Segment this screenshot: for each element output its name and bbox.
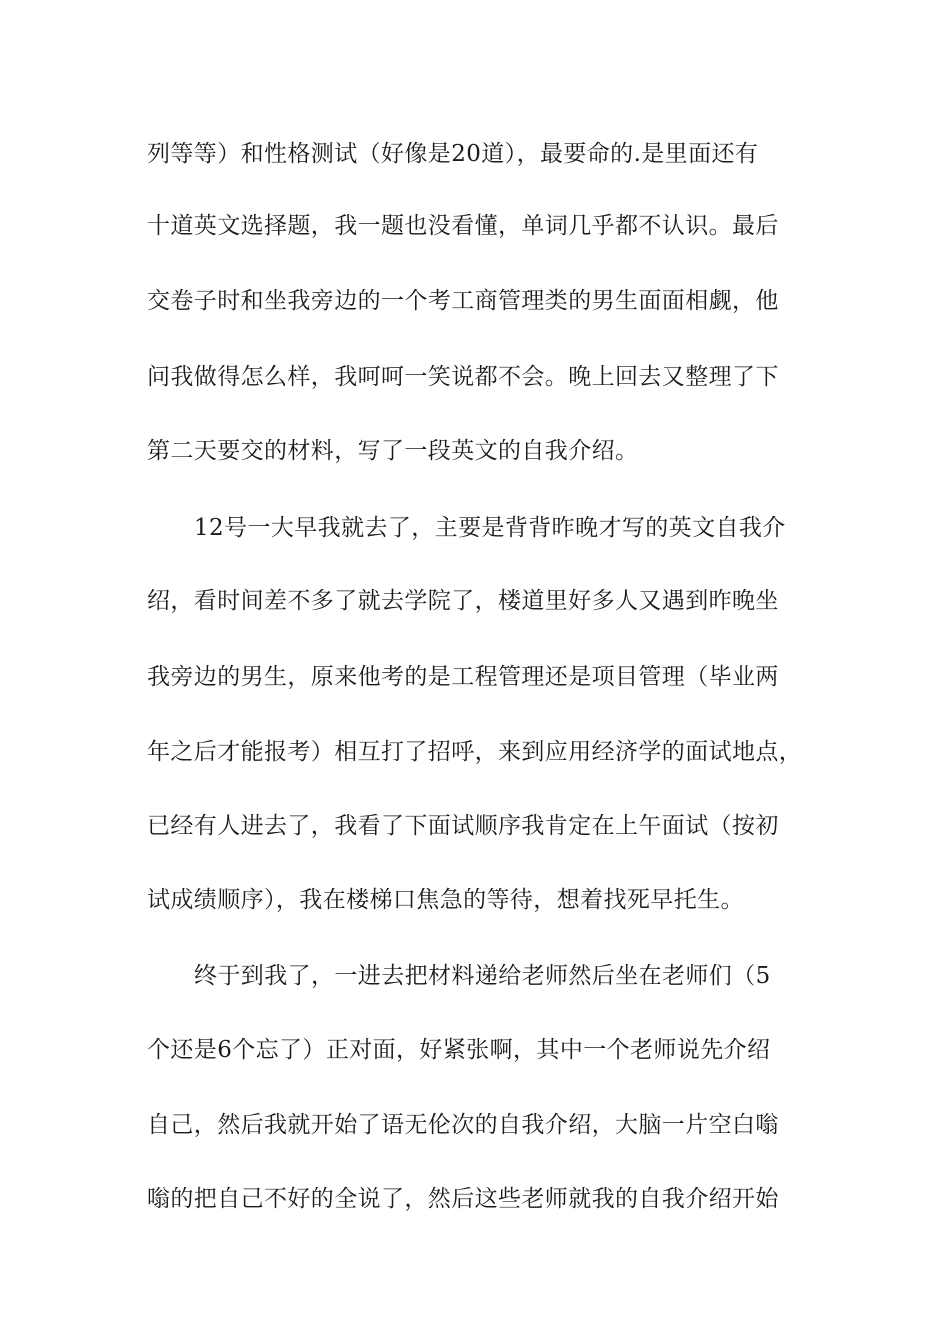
text-line: 交卷子时和坐我旁边的一个考工商管理类的男生面面相觑，他	[147, 288, 779, 314]
text-line: 我旁边的男生，原来他考的是工程管理还是项目管理（毕业两	[147, 664, 779, 690]
paragraph-first-line: 12号一大早我就去了，主要是背背昨晚才写的英文自我介	[194, 515, 786, 541]
paragraph-first-line: 终于到我了，一进去把材料递给老师然后坐在老师们（5	[194, 963, 771, 989]
text-line: 十道英文选择题，我一题也没看懂，单词几乎都不认识。最后	[147, 213, 779, 239]
text-line: 已经有人进去了，我看了下面试顺序我肯定在上午面试（按初	[147, 813, 779, 839]
text-line: 自己，然后我就开始了语无伦次的自我介绍，大脑一片空白嗡	[147, 1112, 779, 1138]
text-line: 试成绩顺序），我在楼梯口焦急的等待，想着找死早托生。	[147, 887, 744, 913]
text-line: 年之后才能报考）相互打了招呼，来到应用经济学的面试地点，	[147, 739, 803, 765]
text-line: 第二天要交的材料，写了一段英文的自我介绍。	[147, 438, 639, 464]
text-line: 问我做得怎么样，我呵呵一笑说都不会。晚上回去又整理了下	[147, 364, 779, 390]
text-line: 绍，看时间差不多了就去学院了，楼道里好多人又遇到昨晚坐	[147, 588, 779, 614]
text-line: 个还是6个忘了）正对面，好紧张啊，其中一个老师说先介绍	[147, 1037, 771, 1063]
text-line: 列等等）和性格测试（好像是20道），最要命的.是里面还有	[147, 141, 759, 167]
text-line: 嗡的把自己不好的全说了，然后这些老师就我的自我介绍开始	[147, 1186, 779, 1212]
